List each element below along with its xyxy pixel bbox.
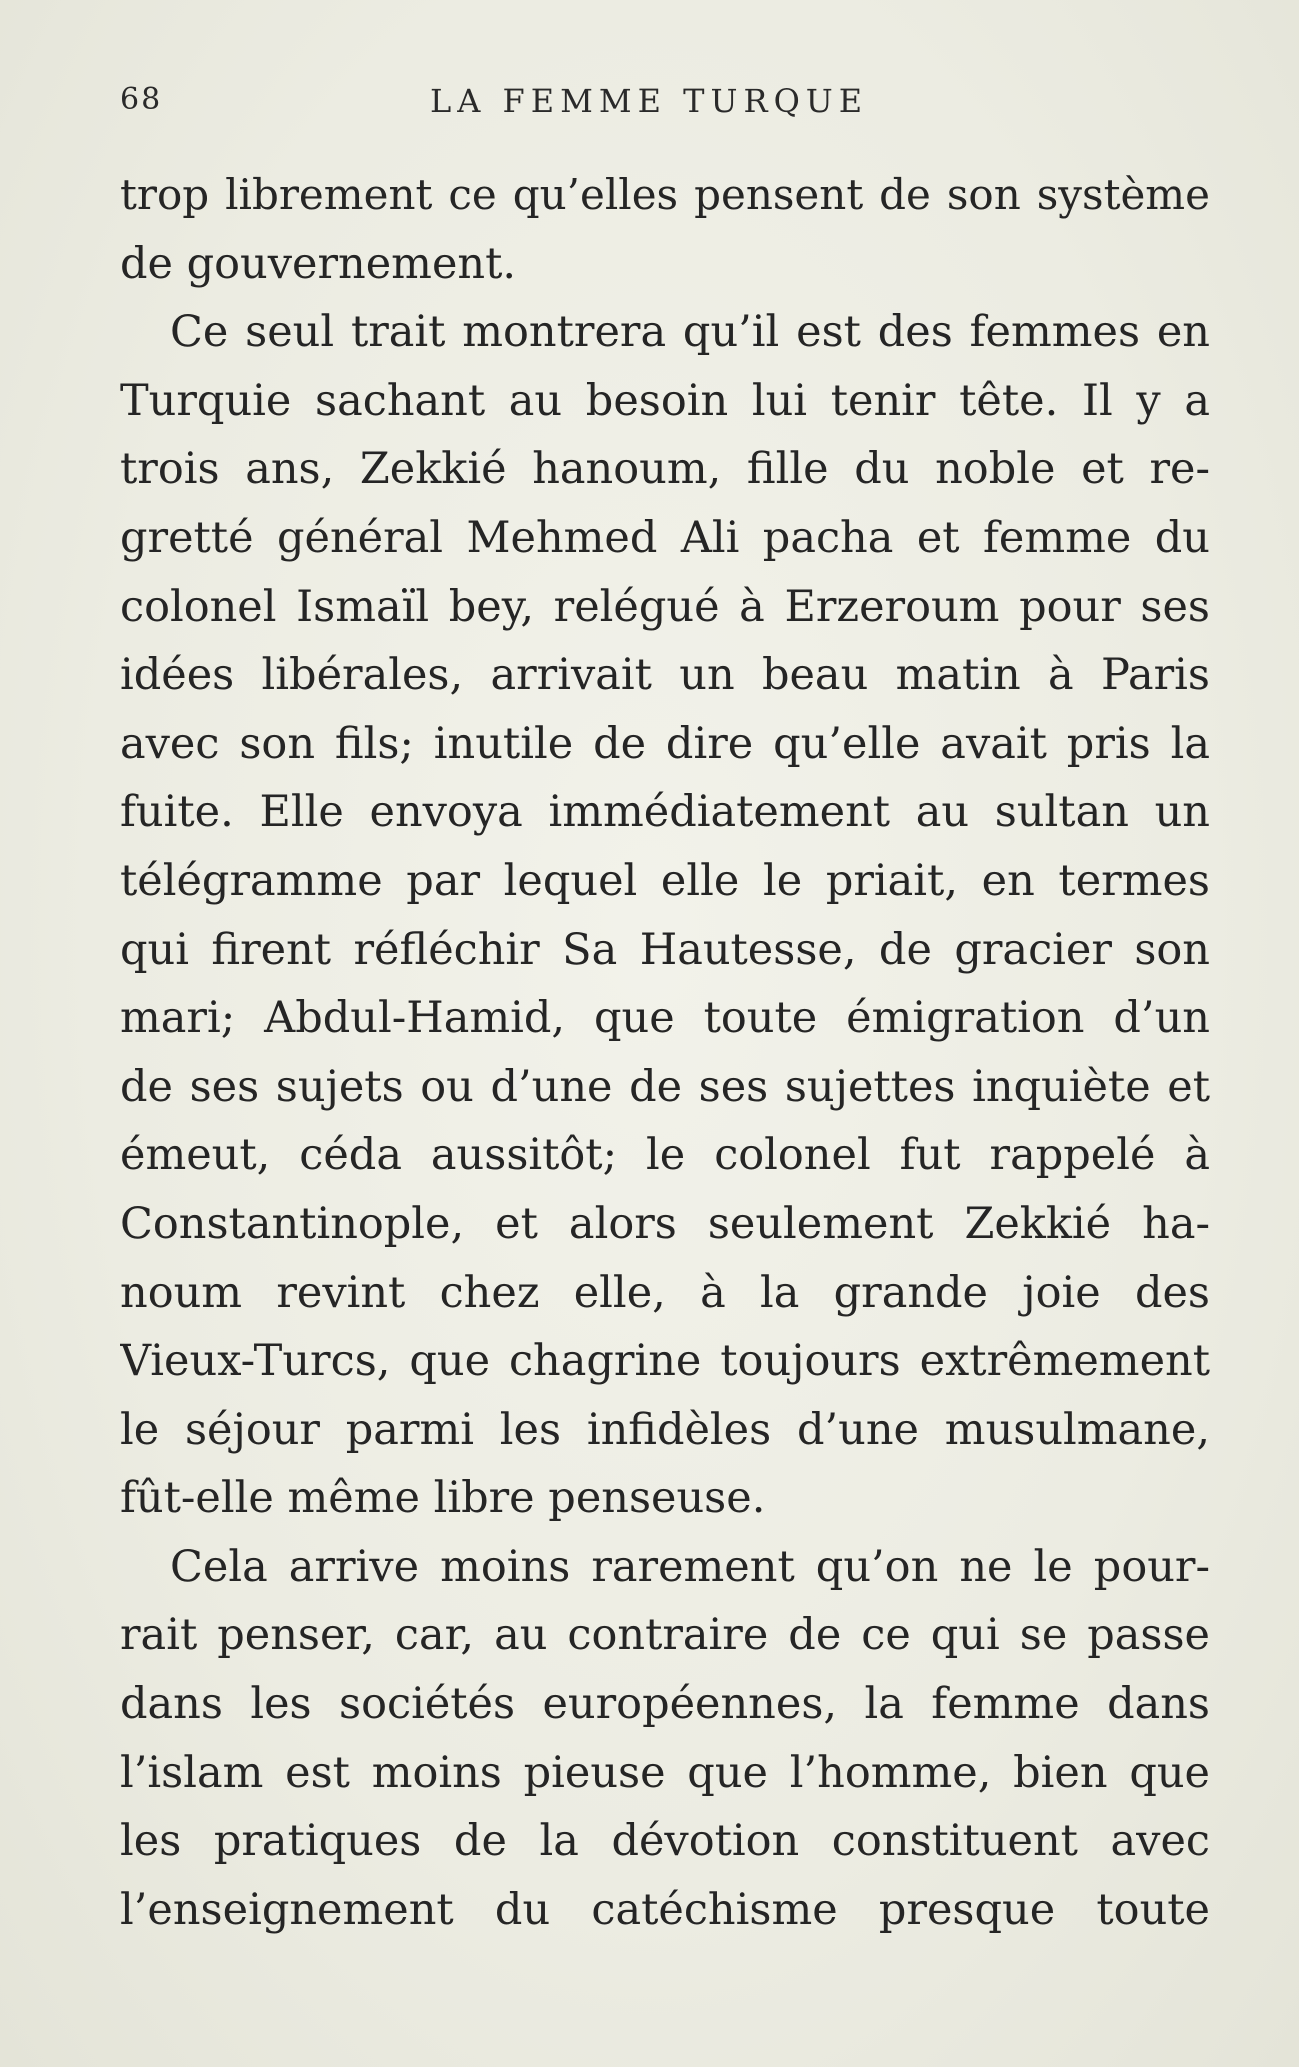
text-line: télégramme par lequel elle le priait, en termes (120, 855, 1210, 906)
text-line: mari; Abdul-Hamid, que toute émigration d’un (120, 993, 1210, 1044)
text-line: avec son fils; inutile de dire qu’elle avait pris la (120, 718, 1210, 769)
body-text (120, 161, 1210, 1944)
text-line: émeut, céda aussitôt; le colonel fut rappelé à (120, 1130, 1210, 1181)
text-line: les pratiques de la dévotion constituent avec (120, 1816, 1210, 1867)
text-line: l’enseignement du catéchisme presque toute (120, 1884, 1210, 1935)
text-line: Cela arrive moins rarement qu’on ne le pour- (170, 1541, 1210, 1592)
text-line: de ses sujets ou d’une de ses sujettes inquiète et (120, 1061, 1210, 1112)
text-line: Vieux-Turcs, que chagrine toujours extrêmement (120, 1336, 1210, 1387)
text-line: rait penser, car, au contraire de ce qui se passe (120, 1610, 1210, 1661)
text-line: fût-elle même libre penseuse. (120, 1473, 766, 1524)
text-line: le séjour parmi les infidèles d’une musulmane, (120, 1404, 1210, 1455)
text-line: gretté général Mehmed Ali pacha et femme du (120, 512, 1210, 563)
text-line: trop librement ce qu’elles pensent de son système (120, 170, 1210, 219)
text-line: dans les sociétés européennes, la femme dans (120, 1679, 1210, 1730)
page-number: 68 (120, 82, 163, 117)
text-line: fuite. Elle envoya immédiatement au sultan un (120, 787, 1210, 838)
text-line: Constantinople, et alors seulement Zekkié ha- (120, 1198, 1210, 1249)
text-line: idées libérales, arrivait un beau matin à Paris (120, 650, 1210, 701)
text-line: l’islam est moins pieuse que l’homme, bien que (120, 1747, 1210, 1798)
text-line: noum revint chez elle, à la grande joie des (120, 1267, 1210, 1318)
text-line: Ce seul trait montrera qu’il est des femmes en (170, 307, 1210, 358)
text-line: de gouvernement. (120, 238, 517, 289)
running-title: LA FEMME TURQUE (430, 82, 869, 120)
text-line: qui firent réfléchir Sa Hautesse, de gracier son (120, 924, 1210, 975)
running-head (120, 82, 1210, 132)
text-line: trois ans, Zekkié hanoum, fille du noble et re- (120, 444, 1210, 495)
text-line: Turquie sachant au besoin lui tenir tête. Il y a (120, 375, 1210, 426)
text-line: colonel Ismaïl bey, relégué à Erzeroum pour ses (120, 581, 1210, 632)
